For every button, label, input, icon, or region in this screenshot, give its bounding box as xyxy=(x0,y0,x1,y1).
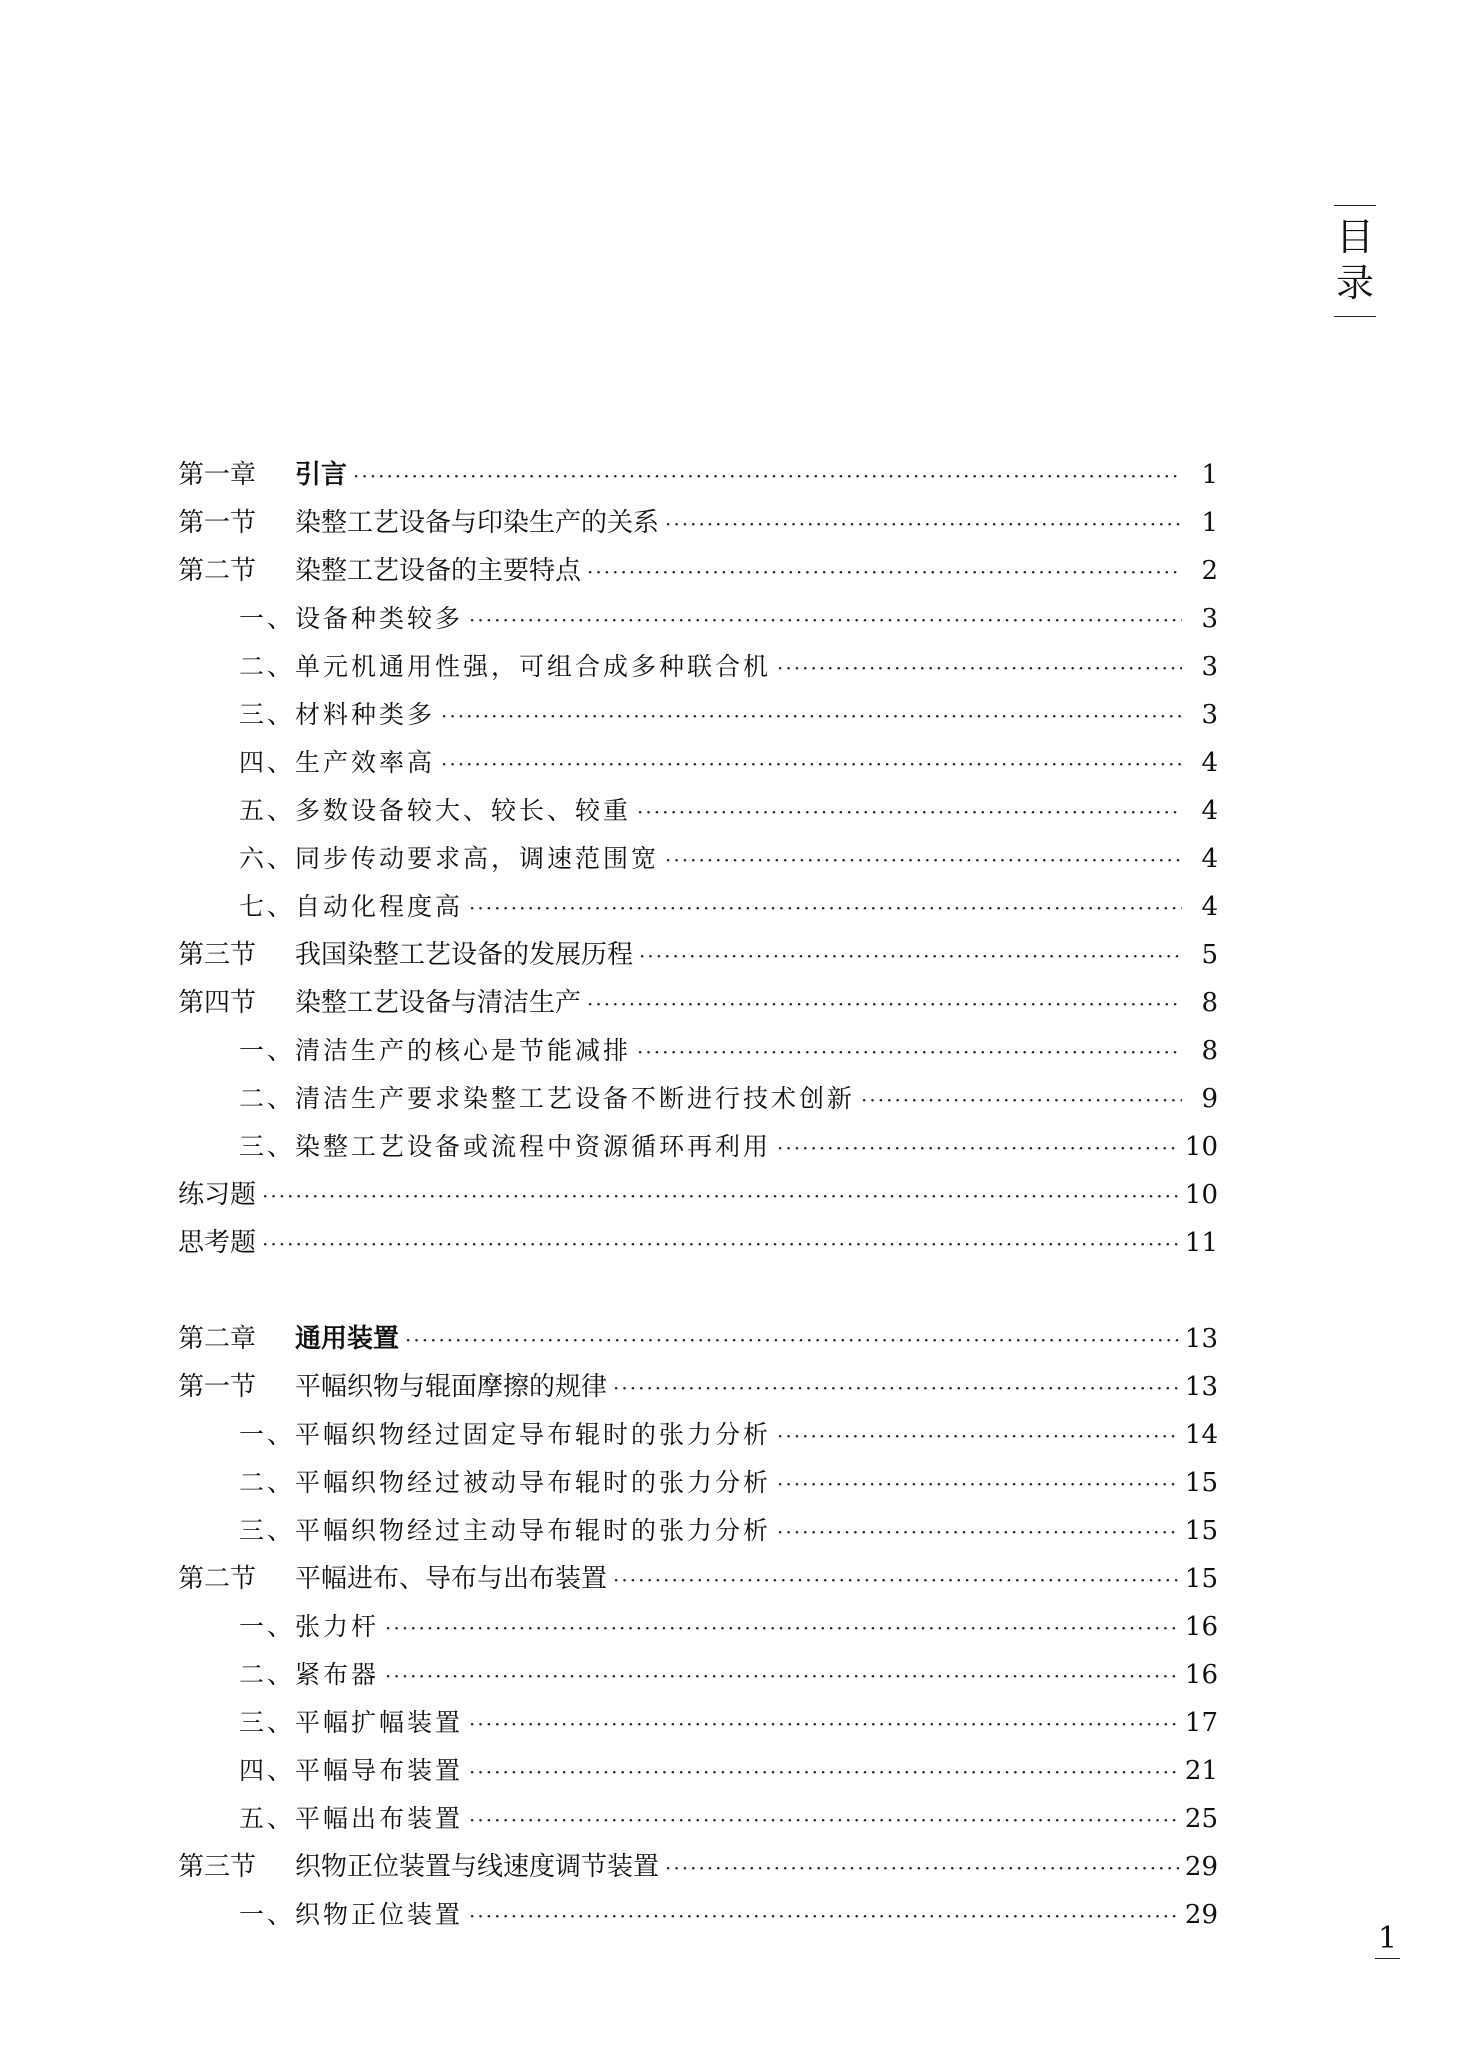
toc-entry-page: 10 xyxy=(1184,1180,1218,1210)
toc-entry-title: 四、生产效率高 xyxy=(239,748,436,777)
toc-entry-page: 16 xyxy=(1184,1660,1218,1690)
toc-entry-title: 一、清洁生产的核心是节能减排 xyxy=(239,1036,632,1065)
toc-entry[interactable] xyxy=(178,643,1218,691)
section-number: 第一节 xyxy=(178,1372,257,1402)
toc-entry-page: 1 xyxy=(1201,460,1218,490)
toc-entry-page: 25 xyxy=(1184,1804,1218,1834)
dot-leader xyxy=(385,1652,1179,1700)
toc-entry-page: 5 xyxy=(1201,940,1218,970)
toc-entry[interactable] xyxy=(178,595,1218,643)
toc-entry-title: 平幅织物与辊面摩擦的规律 xyxy=(295,1372,608,1402)
dot-leader xyxy=(441,692,1182,740)
dot-leader xyxy=(777,1124,1179,1172)
toc-entry-title: 一、平幅织物经过固定导布辊时的张力分析 xyxy=(239,1420,772,1449)
side-title-char: 录 xyxy=(1335,261,1374,305)
dot-leader xyxy=(469,1796,1179,1844)
toc-entry[interactable] xyxy=(178,835,1218,883)
dot-leader xyxy=(777,1460,1179,1508)
toc-entry-page: 2 xyxy=(1201,556,1218,586)
dot-leader xyxy=(469,1892,1179,1940)
toc-entry[interactable] xyxy=(178,547,1218,595)
toc-entry-title: 平幅进布、导布与出布装置 xyxy=(295,1564,608,1594)
dot-leader xyxy=(665,1844,1179,1892)
toc-entry[interactable] xyxy=(178,1459,1218,1507)
toc-entry-page: 8 xyxy=(1201,1036,1218,1066)
toc-entry-title: 一、织物正位装置 xyxy=(239,1900,464,1929)
dot-leader xyxy=(469,1700,1179,1748)
toc-entry[interactable] xyxy=(178,1891,1218,1939)
toc-entry-page: 4 xyxy=(1201,892,1218,922)
toc-entry[interactable] xyxy=(178,1603,1218,1651)
toc-entry-title: 染整工艺设备与清洁生产 xyxy=(295,988,582,1018)
toc-entry-title: 引言 xyxy=(295,460,348,490)
section-number: 第四节 xyxy=(178,988,257,1018)
side-title xyxy=(1334,205,1376,317)
toc-entry[interactable] xyxy=(178,1555,1218,1603)
dot-leader xyxy=(353,452,1182,500)
toc-entry[interactable] xyxy=(178,691,1218,739)
toc-entry-title: 三、平幅织物经过主动导布辊时的张力分析 xyxy=(239,1516,772,1545)
toc-entry[interactable] xyxy=(178,1411,1218,1459)
toc-entry-page: 4 xyxy=(1201,796,1218,826)
toc-entry-page: 10 xyxy=(1184,1132,1218,1162)
dot-leader xyxy=(587,548,1182,596)
section-number: 第一节 xyxy=(178,508,257,538)
toc-entry[interactable] xyxy=(178,1219,1218,1267)
dot-leader xyxy=(469,884,1182,932)
toc-entry[interactable] xyxy=(178,1315,1218,1363)
toc-entry-title: 思考题 xyxy=(178,1228,257,1258)
toc-entry-title: 三、材料种类多 xyxy=(239,700,436,729)
toc-entry[interactable] xyxy=(178,931,1218,979)
toc-entry[interactable] xyxy=(178,1027,1218,1075)
dot-leader xyxy=(777,1508,1179,1556)
toc-entry-page: 15 xyxy=(1184,1564,1218,1594)
toc-entry-page: 15 xyxy=(1184,1468,1218,1498)
toc-entry-title: 练习题 xyxy=(178,1180,257,1210)
toc-entry-page: 13 xyxy=(1184,1372,1218,1402)
toc-entry[interactable] xyxy=(178,499,1218,547)
toc-entry-page: 14 xyxy=(1184,1420,1218,1450)
toc-entry[interactable] xyxy=(178,1843,1218,1891)
toc-entry-title: 四、平幅导布装置 xyxy=(239,1756,464,1785)
dot-leader xyxy=(469,1748,1179,1796)
toc-entry-page: 29 xyxy=(1184,1900,1218,1930)
toc-entry[interactable] xyxy=(178,1699,1218,1747)
toc-entry-page: 15 xyxy=(1184,1516,1218,1546)
toc-entry-page: 8 xyxy=(1201,988,1218,1018)
toc-entry-title: 我国染整工艺设备的发展历程 xyxy=(295,940,634,970)
toc-entry-title: 三、平幅扩幅装置 xyxy=(239,1708,464,1737)
section-number: 第三节 xyxy=(178,1852,257,1882)
page-number: 1 xyxy=(1375,1922,1400,1959)
toc-entry[interactable] xyxy=(178,1123,1218,1171)
dot-leader xyxy=(385,1604,1179,1652)
toc-entry-page: 9 xyxy=(1201,1084,1218,1114)
side-title-char: 目 xyxy=(1335,215,1374,259)
toc-entry-title: 一、张力杆 xyxy=(239,1612,380,1641)
toc-entry-page: 11 xyxy=(1184,1228,1218,1258)
dot-leader xyxy=(639,932,1182,980)
toc-entry-title: 三、染整工艺设备或流程中资源循环再利用 xyxy=(239,1132,772,1161)
dot-leader xyxy=(777,644,1182,692)
toc-entry-title: 五、平幅出布装置 xyxy=(239,1804,464,1833)
dot-leader xyxy=(777,1412,1179,1460)
toc-entry[interactable] xyxy=(178,739,1218,787)
dot-leader xyxy=(469,596,1182,644)
toc-entry[interactable] xyxy=(178,451,1218,499)
toc-entry[interactable] xyxy=(178,787,1218,835)
toc-entry[interactable] xyxy=(178,1171,1218,1219)
section-number: 第三节 xyxy=(178,940,257,970)
dot-leader xyxy=(262,1220,1179,1268)
toc-entry-title: 通用装置 xyxy=(295,1324,400,1354)
chapter-number: 第一章 xyxy=(178,460,257,490)
toc-entry-title: 染整工艺设备的主要特点 xyxy=(295,556,582,586)
toc-entry-title: 二、清洁生产要求染整工艺设备不断进行技术创新 xyxy=(239,1084,856,1113)
toc-entry-title: 染整工艺设备与印染生产的关系 xyxy=(295,508,660,538)
toc-entry[interactable] xyxy=(178,1075,1218,1123)
toc-entry-title: 二、单元机通用性强，可组合成多种联合机 xyxy=(239,652,772,681)
toc-entry-page: 21 xyxy=(1184,1756,1218,1786)
toc-entry-page: 16 xyxy=(1184,1612,1218,1642)
toc-entry-page: 13 xyxy=(1184,1324,1218,1354)
toc-entry-page: 4 xyxy=(1201,844,1218,874)
dot-leader xyxy=(613,1556,1179,1604)
toc-entry-title: 一、设备种类较多 xyxy=(239,604,464,633)
dot-leader xyxy=(587,980,1182,1028)
dot-leader xyxy=(441,740,1182,788)
toc-entry[interactable] xyxy=(178,1795,1218,1843)
dot-leader xyxy=(637,1028,1182,1076)
chapter-number: 第二章 xyxy=(178,1324,257,1354)
dot-leader xyxy=(405,1316,1179,1364)
table-of-contents xyxy=(178,451,1218,1939)
toc-entry-title: 五、多数设备较大、较长、较重 xyxy=(239,796,632,825)
dot-leader xyxy=(613,1364,1179,1412)
section-number: 第二节 xyxy=(178,1564,257,1594)
toc-entry-page: 3 xyxy=(1201,700,1218,730)
toc-entry[interactable] xyxy=(178,1363,1218,1411)
toc-entry-page: 3 xyxy=(1201,604,1218,634)
toc-entry-title: 七、自动化程度高 xyxy=(239,892,464,921)
toc-entry-page: 3 xyxy=(1201,652,1218,682)
toc-entry-page: 29 xyxy=(1184,1852,1218,1882)
toc-entry-title: 织物正位装置与线速度调节装置 xyxy=(295,1852,660,1882)
toc-entry-page: 4 xyxy=(1201,748,1218,778)
toc-entry-page: 17 xyxy=(1184,1708,1218,1738)
dot-leader xyxy=(861,1076,1182,1124)
toc-entry[interactable] xyxy=(178,1651,1218,1699)
toc-entry[interactable] xyxy=(178,1747,1218,1795)
toc-entry-title: 二、平幅织物经过被动导布辊时的张力分析 xyxy=(239,1468,772,1497)
dot-leader xyxy=(665,836,1182,884)
dot-leader xyxy=(262,1172,1179,1220)
toc-entry-title: 二、紧布器 xyxy=(239,1660,380,1689)
toc-entry[interactable] xyxy=(178,1507,1218,1555)
dot-leader xyxy=(637,788,1182,836)
toc-entry[interactable] xyxy=(178,883,1218,931)
toc-entry[interactable] xyxy=(178,979,1218,1027)
dot-leader xyxy=(665,500,1182,548)
toc-entry-title: 六、同步传动要求高，调速范围宽 xyxy=(239,844,660,873)
toc-entry-page: 1 xyxy=(1201,508,1218,538)
section-number: 第二节 xyxy=(178,556,257,586)
